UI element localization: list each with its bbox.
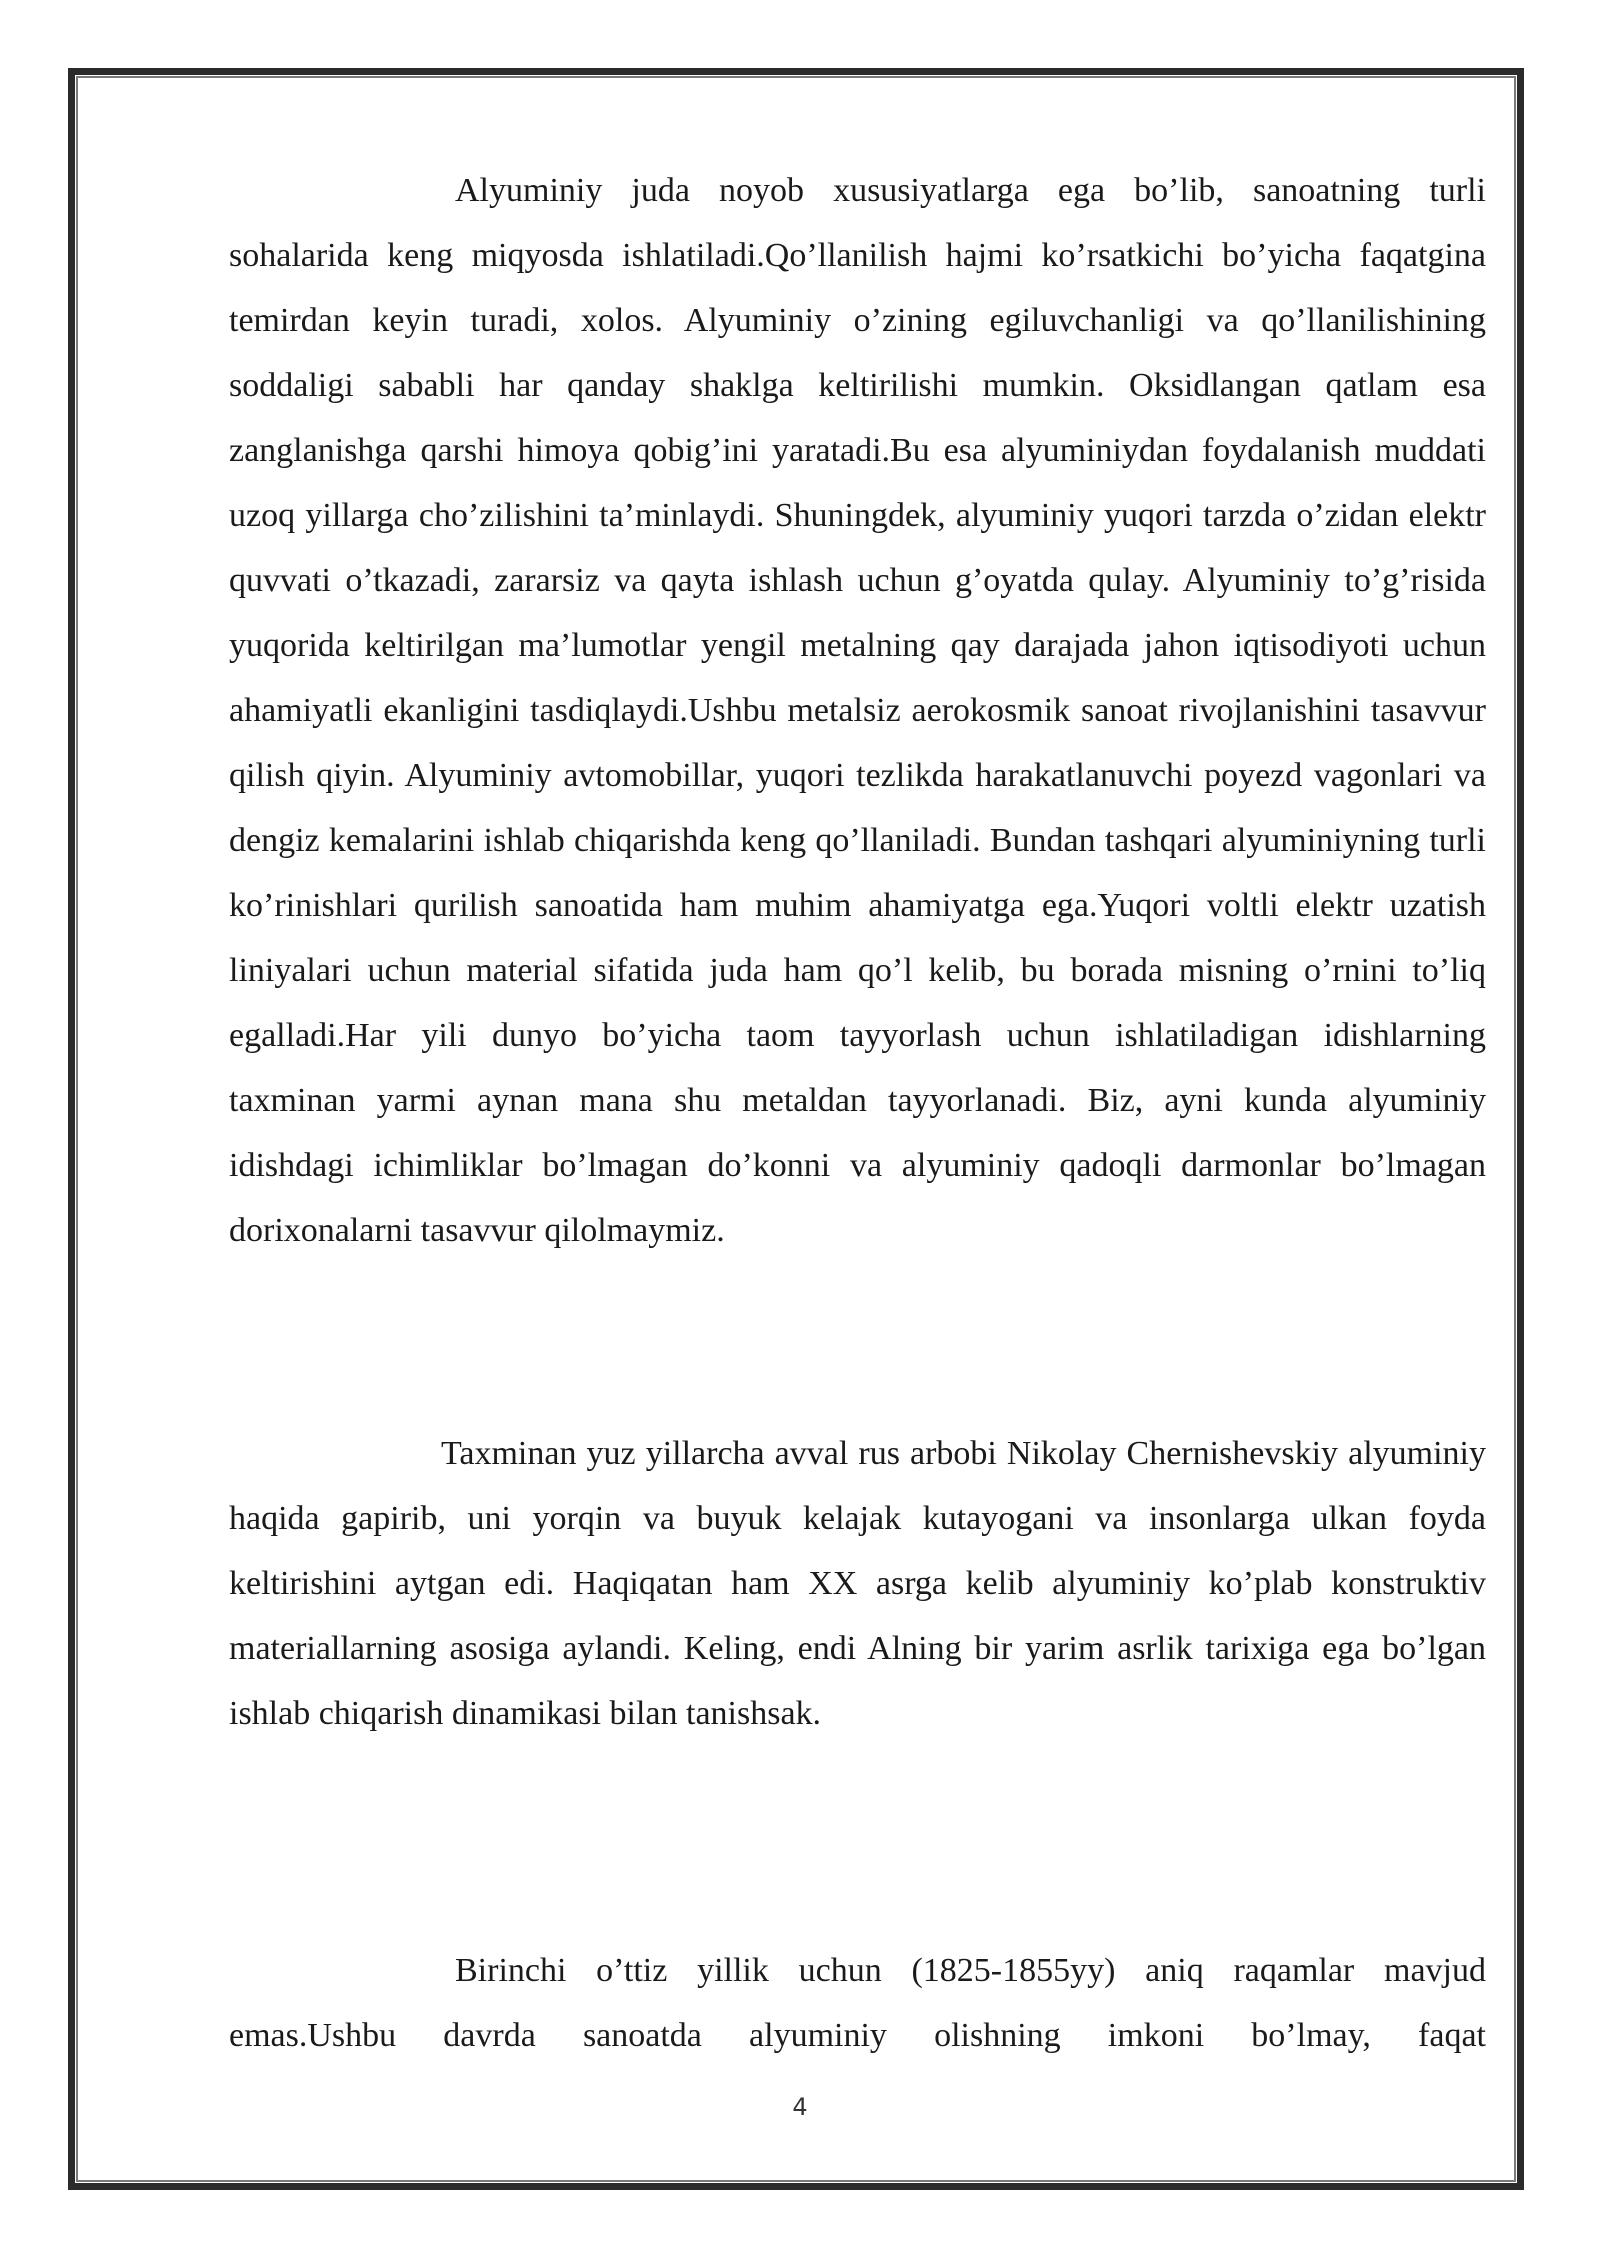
page-number: 4 [792, 2093, 808, 2121]
paragraph-2-container [229, 1421, 1486, 1746]
paragraph-2: Taxminan yuz yillarcha avval rus arbobi Nikolay Chernishevskiy alyuminiy haqida gapirib, uni yorqin va buyuk kelajak kutayogani va insonlarga ulkan foyda keltirishini aytgan edi. Haqiqatan ham XX asrga kelib alyuminiy ko’plab konstruktiv materiallarning asosiga aylandi. Keling, endi Alning bir yarim asrlik tarixiga ega bo’lgan ishlab chiqarish dinamikasi bilan tanishsak. [229, 1435, 1486, 1732]
paragraph-3-container [229, 1938, 1486, 2068]
paragraph-3: Birinchi o’ttiz yillik uchun (1825-1855yy) aniq raqamlar mavjud emas.Ushbu davrda sanoatda alyuminiy olishning imkoni bo’lmay, faqat [229, 1952, 1486, 2054]
paragraph-1-container [229, 158, 1486, 1263]
paragraph-1: Alyuminiy juda noyob xususiyatlarga ega bo’lib, sanoatning turli sohalarida keng miqyosda ishlatiladi.Qo’llanilish hajmi ko’rsatkichi bo’yicha faqatgina temirdan keyin turadi, xolos. Alyuminiy o’zining egiluvchanligi va qo’llanilishining soddaligi sababli har qanday shaklga keltirilishi mumkin. Oksidlangan qatlam esa zanglanishga qarshi himoya qobig’ini yaratadi.Bu esa alyuminiydan foydalanish muddati uzoq yillarga cho’zilishini ta’minlaydi. Shuningdek, alyuminiy yuqori tarzda o’zidan elektr quvvati o’tkazadi, zararsiz va qayta ishlash uchun g’oyatda qulay. Alyuminiy to’g’risida yuqorida keltirilgan ma’lumotlar yengil metalning qay darajada jahon iqtisodiyoti uchun ahamiyatli ekanligini tasdiqlaydi.Ushbu metalsiz aerokosmik sanoat rivojlanishini tasavvur qilish qiyin. Alyuminiy avtomobillar, yuqori tezlikda harakatlanuvchi poyezd vagonlari va dengiz kemalarini ishlab chiqarishda keng qo’llaniladi. Bundan tashqari alyuminiyning turli ko’rinishlari qurilish sanoatida ham muhim ahamiyatga ega.Yuqori voltli elektr uzatish liniyalari uchun material sifatida juda ham qo’l kelib, bu borada misning o’rnini to’liq egalladi.Har yili dunyo bo’yicha taom tayyorlash uchun ishlatiladigan idishlarning taxminan yarmi aynan mana shu metaldan tayyorlanadi. Biz, ayni kunda alyuminiy idishdagi ichimliklar bo’lmagan do’konni va alyuminiy qadoqli darmonlar bo’lmagan dorixonalarni tasavvur qilolmaymiz. [229, 172, 1486, 1249]
